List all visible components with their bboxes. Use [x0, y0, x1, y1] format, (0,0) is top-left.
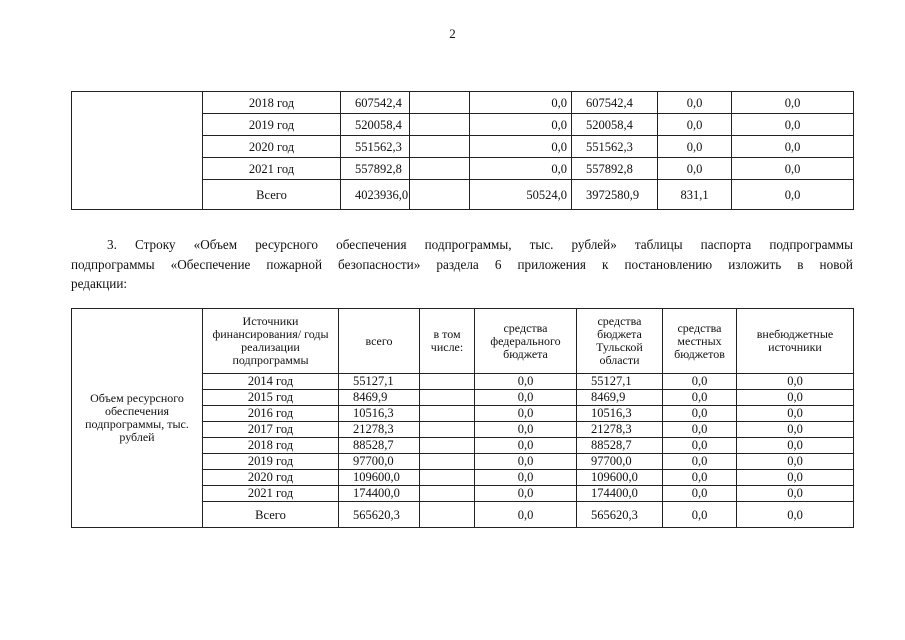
year-cell: 2021 год [203, 486, 339, 502]
year-cell: 2020 год [203, 136, 341, 158]
instruction-paragraph [71, 235, 853, 294]
extra-cell: 0,0 [737, 422, 854, 438]
header-sources: Источники финансирования/ годы реализации подпрограммы [203, 309, 339, 374]
local-cell: 0,0 [663, 374, 737, 390]
local-cell: 0,0 [663, 422, 737, 438]
local-cell: 0,0 [663, 438, 737, 454]
federal-cell: 0,0 [475, 406, 577, 422]
year-cell: 2019 год [203, 454, 339, 470]
year-cell: 2020 год [203, 470, 339, 486]
local-cell: 0,0 [658, 136, 732, 158]
total-cell: 8469,9 [339, 390, 420, 406]
header-extra: внебюджетные источники [737, 309, 854, 374]
local-cell: 0,0 [658, 114, 732, 136]
local-cell: 0,0 [658, 92, 732, 114]
federal-cell: 0,0 [475, 422, 577, 438]
federal-cell: 0,0 [475, 486, 577, 502]
extra-cell: 0,0 [737, 438, 854, 454]
total-cell: 4023936,0 [341, 180, 410, 210]
year-cell: 2017 год [203, 422, 339, 438]
total-cell: 10516,3 [339, 406, 420, 422]
local-cell: 831,1 [658, 180, 732, 210]
extra-cell: 0,0 [737, 502, 854, 528]
regional-cell: 55127,1 [577, 374, 663, 390]
incl-cell [410, 136, 470, 158]
page-number: 2 [449, 26, 456, 41]
total-cell: 565620,3 [339, 502, 420, 528]
regional-cell: 109600,0 [577, 470, 663, 486]
regional-cell: 551562,3 [572, 136, 658, 158]
federal-cell: 50524,0 [470, 180, 572, 210]
year-cell: 2015 год [203, 390, 339, 406]
incl-cell [410, 92, 470, 114]
table-row [72, 92, 854, 114]
federal-cell: 0,0 [470, 92, 572, 114]
year-cell: 2019 год [203, 114, 341, 136]
total-cell: 21278,3 [339, 422, 420, 438]
year-cell: 2018 год [203, 92, 341, 114]
regional-cell: 21278,3 [577, 422, 663, 438]
incl-cell [420, 406, 475, 422]
total-cell: 520058,4 [341, 114, 410, 136]
federal-cell: 0,0 [475, 454, 577, 470]
total-label-cell: Всего [203, 502, 339, 528]
extra-cell: 0,0 [732, 92, 854, 114]
local-cell: 0,0 [663, 486, 737, 502]
extra-cell: 0,0 [732, 136, 854, 158]
incl-cell [420, 470, 475, 486]
total-cell: 97700,0 [339, 454, 420, 470]
federal-cell: 0,0 [470, 136, 572, 158]
local-cell: 0,0 [663, 502, 737, 528]
regional-cell: 88528,7 [577, 438, 663, 454]
regional-cell: 565620,3 [577, 502, 663, 528]
incl-cell [420, 374, 475, 390]
federal-cell: 0,0 [475, 438, 577, 454]
resource-provision-table [71, 308, 854, 528]
extra-cell: 0,0 [737, 470, 854, 486]
total-cell: 109600,0 [339, 470, 420, 486]
extra-cell: 0,0 [737, 390, 854, 406]
incl-cell [420, 422, 475, 438]
incl-cell [410, 114, 470, 136]
incl-cell [420, 502, 475, 528]
federal-cell: 0,0 [475, 502, 577, 528]
year-cell: 2018 год [203, 438, 339, 454]
regional-cell: 607542,4 [572, 92, 658, 114]
funding-table-continued [71, 91, 854, 210]
regional-cell: 3972580,9 [572, 180, 658, 210]
regional-cell: 10516,3 [577, 406, 663, 422]
paragraph-line-3: редакции: [71, 276, 128, 291]
extra-cell: 0,0 [737, 486, 854, 502]
local-cell: 0,0 [663, 406, 737, 422]
header-row [72, 309, 854, 374]
year-cell: 2014 год [203, 374, 339, 390]
incl-cell [420, 390, 475, 406]
extra-cell: 0,0 [737, 454, 854, 470]
paragraph-line-2: подпрограммы «Обеспечение пожарной безопасности» раздела 6 приложения к постановлению изложить в новой [71, 256, 853, 272]
extra-cell: 0,0 [732, 180, 854, 210]
incl-cell [420, 454, 475, 470]
incl-cell [420, 486, 475, 502]
header-incl: в том числе: [420, 309, 475, 374]
extra-cell: 0,0 [737, 406, 854, 422]
federal-cell: 0,0 [470, 158, 572, 180]
regional-cell: 520058,4 [572, 114, 658, 136]
header-federal: средства федерального бюджета [475, 309, 577, 374]
extra-cell: 0,0 [732, 114, 854, 136]
header-local: средства местных бюджетов [663, 309, 737, 374]
federal-cell: 0,0 [475, 390, 577, 406]
incl-cell [420, 438, 475, 454]
local-cell: 0,0 [663, 454, 737, 470]
header-total: всего [339, 309, 420, 374]
federal-cell: 0,0 [475, 470, 577, 486]
header-regional: средства бюджета Тульской области [577, 309, 663, 374]
total-cell: 557892,8 [341, 158, 410, 180]
federal-cell: 0,0 [475, 374, 577, 390]
side-label-cell [72, 92, 203, 210]
year-cell: 2021 год [203, 158, 341, 180]
total-cell: 551562,3 [341, 136, 410, 158]
local-cell: 0,0 [658, 158, 732, 180]
federal-cell: 0,0 [470, 114, 572, 136]
total-cell: 88528,7 [339, 438, 420, 454]
side-label-cell: Объем ресурсного обеспечения подпрограммы, тыс. рублей [72, 309, 203, 528]
extra-cell: 0,0 [737, 374, 854, 390]
regional-cell: 8469,9 [577, 390, 663, 406]
local-cell: 0,0 [663, 470, 737, 486]
total-label-cell: Всего [203, 180, 341, 210]
total-cell: 55127,1 [339, 374, 420, 390]
incl-cell [410, 158, 470, 180]
extra-cell: 0,0 [732, 158, 854, 180]
total-cell: 607542,4 [341, 92, 410, 114]
regional-cell: 97700,0 [577, 454, 663, 470]
year-cell: 2016 год [203, 406, 339, 422]
regional-cell: 174400,0 [577, 486, 663, 502]
regional-cell: 557892,8 [572, 158, 658, 180]
total-cell: 174400,0 [339, 486, 420, 502]
local-cell: 0,0 [663, 390, 737, 406]
paragraph-line-1: 3. Строку «Объем ресурсного обеспечения подпрограммы, тыс. рублей» таблицы паспорта подпрограммы [107, 237, 853, 252]
incl-cell [410, 180, 470, 210]
